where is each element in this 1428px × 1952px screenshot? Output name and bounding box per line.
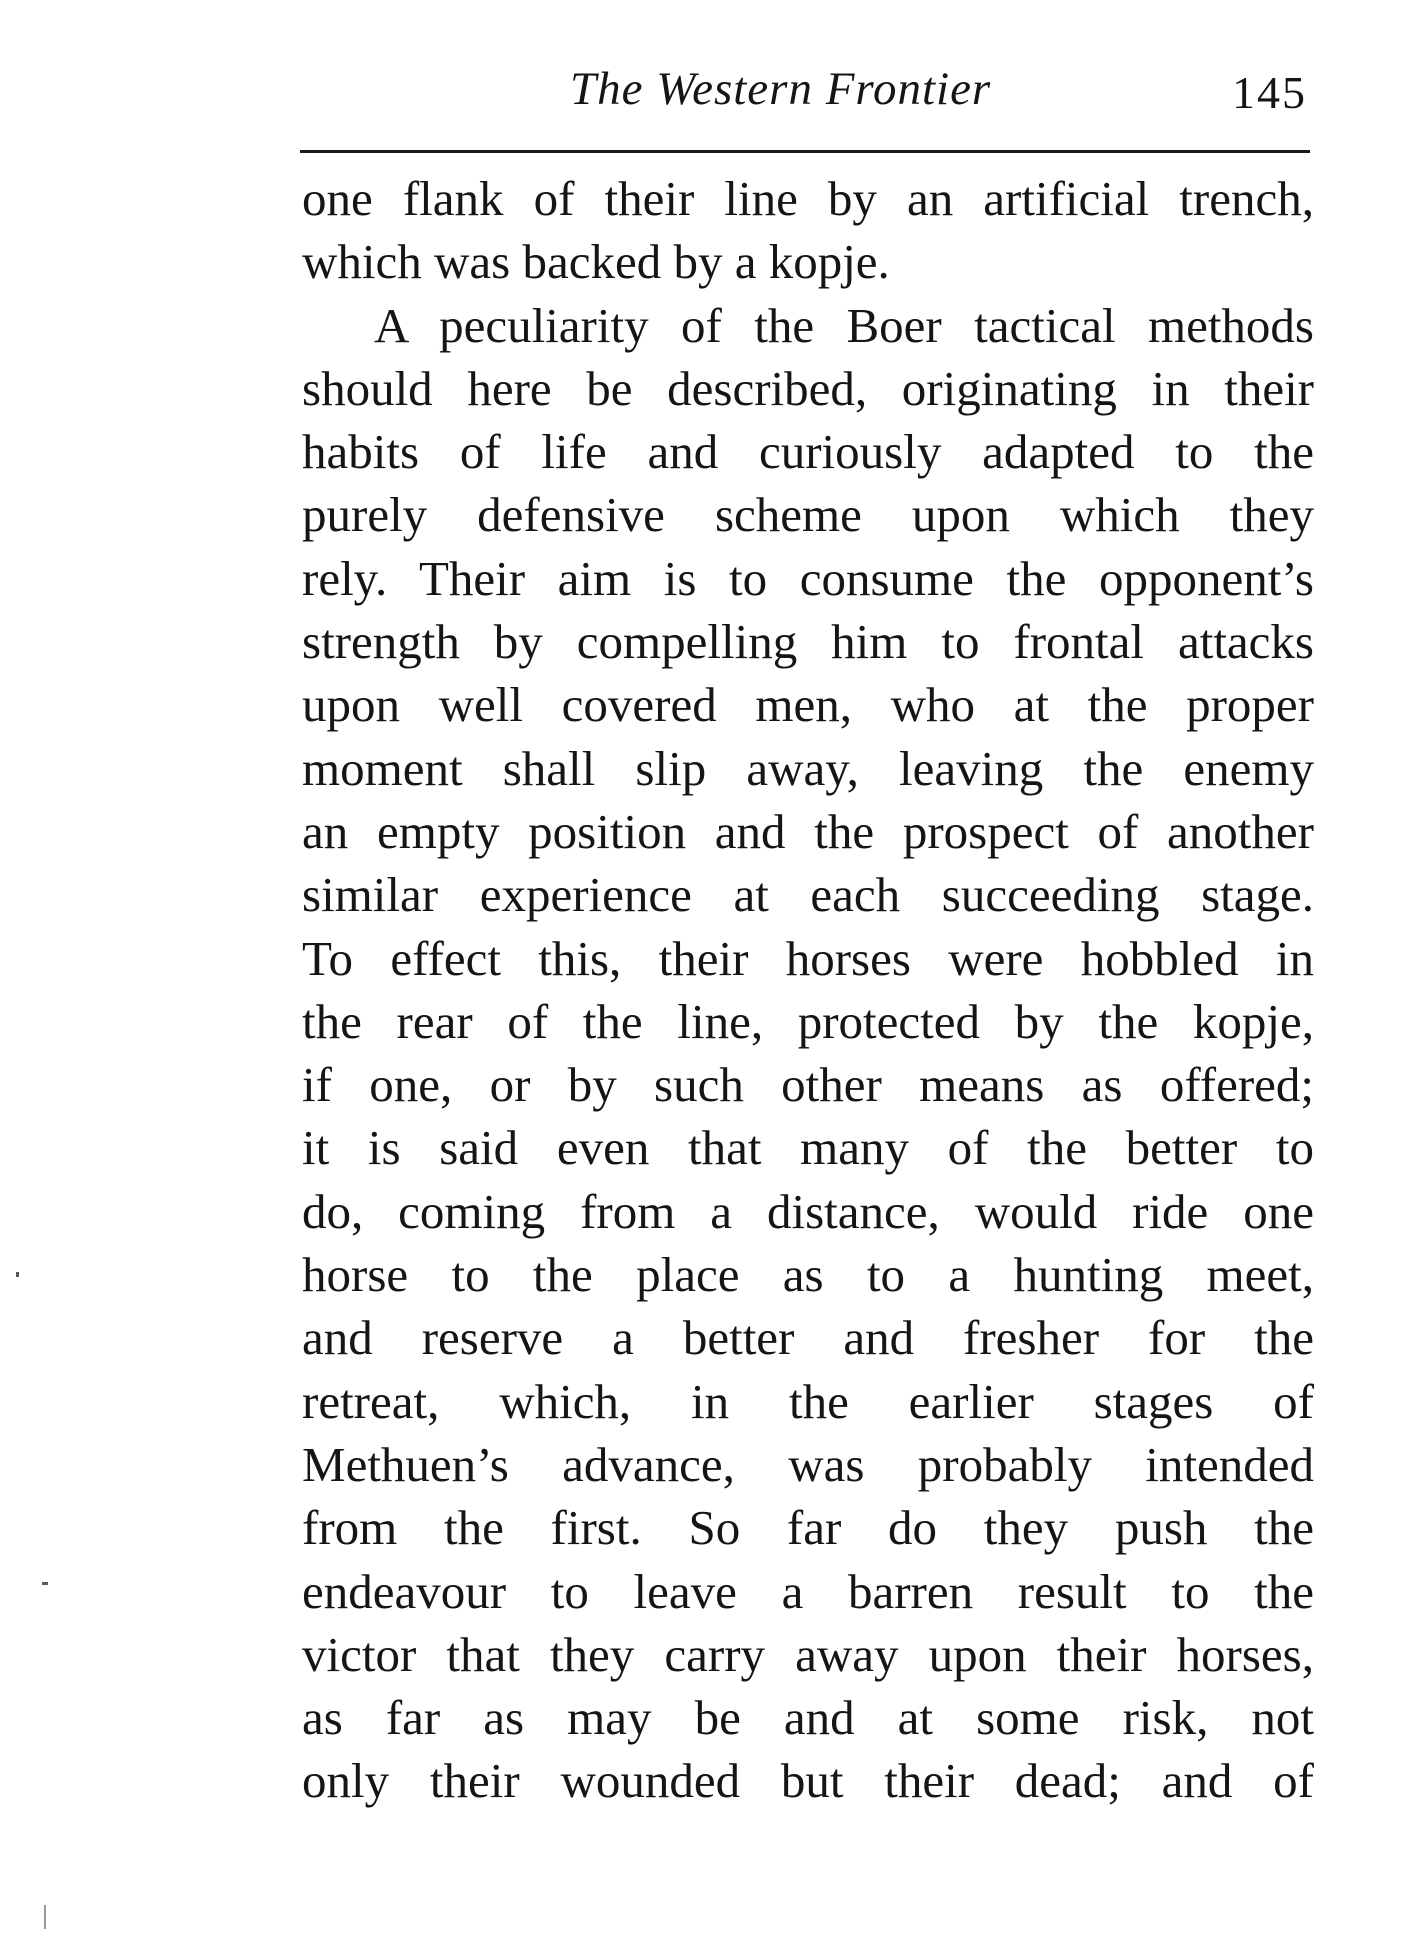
text-line: purely defensive scheme upon which they <box>302 487 1314 543</box>
text-line: strength by compelling him to frontal attacks <box>302 614 1314 670</box>
header-rule <box>300 150 1310 153</box>
text-line: Methuen’s advance, was probably intended <box>302 1436 1314 1492</box>
text-line: endeavour to leave a barren result to the <box>302 1563 1314 1619</box>
text-line: and reserve a better and fresher for the <box>302 1310 1314 1366</box>
text-line: retreat, which, in the earlier stages of <box>302 1373 1314 1429</box>
text-line: from the first. So far do they push the <box>302 1500 1314 1556</box>
text-line: To effect this, their horses were hobbled in <box>302 930 1314 986</box>
text-line: habits of life and curiously adapted to the <box>302 424 1314 480</box>
text-line: do, coming from a distance, would ride one <box>302 1183 1314 1239</box>
scan-speck <box>44 1905 46 1929</box>
body-text <box>302 167 1314 1813</box>
scan-speck <box>42 1582 48 1585</box>
text-line: one flank of their line by an artificial trench, <box>302 171 1314 226</box>
text-line: horse to the place as to a hunting meet, <box>302 1247 1314 1303</box>
text-line: an empty position and the prospect of another <box>302 803 1314 859</box>
text-line: it is said even that many of the better to <box>302 1120 1314 1176</box>
text-line: only their wounded but their dead; and of <box>302 1753 1314 1809</box>
text-line: the rear of the line, protected by the kopje, <box>302 993 1314 1049</box>
text-line: if one, or by such other means as offered; <box>302 1057 1314 1113</box>
text-line: should here be described, originating in their <box>302 360 1314 416</box>
text-line: which was backed by a kopje. <box>302 234 890 290</box>
scan-speck <box>16 1272 19 1277</box>
text-line: as far as may be and at some risk, not <box>302 1690 1314 1746</box>
text-line: victor that they carry away upon their horses, <box>302 1626 1314 1682</box>
text-line: moment shall slip away, leaving the enemy <box>302 740 1314 796</box>
running-title: The Western Frontier <box>570 63 992 115</box>
text-line: similar experience at each succeeding stage. <box>302 867 1314 923</box>
text-line: rely. Their aim is to consume the opponent’s <box>302 550 1314 606</box>
text-line: upon well covered men, who at the proper <box>302 677 1314 733</box>
paragraph-start-line: A peculiarity of the Boer tactical methods <box>374 297 1314 353</box>
page-number: 145 <box>1232 67 1307 118</box>
